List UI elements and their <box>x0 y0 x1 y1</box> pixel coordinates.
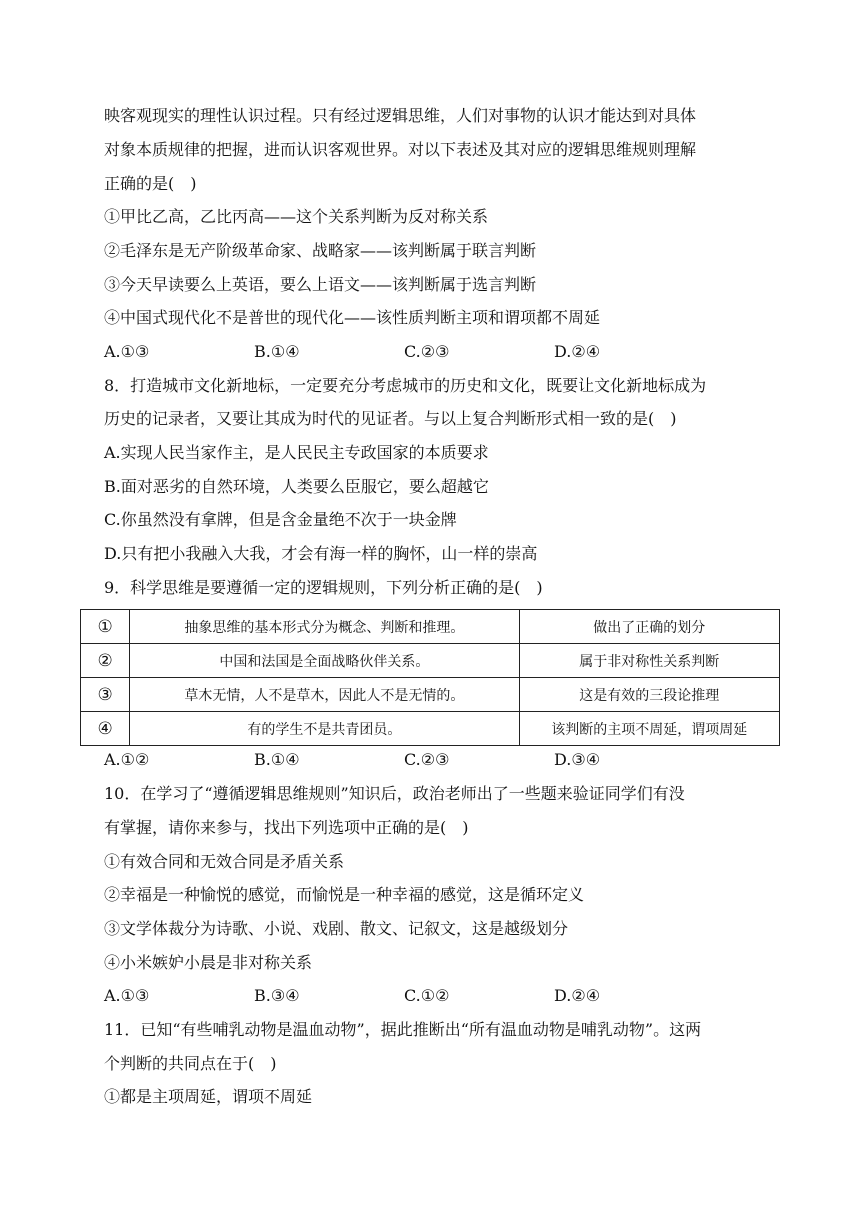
q7-option-c[interactable]: C.②③ <box>404 342 450 361</box>
q7-stem-line-3: 正确的是( ) <box>104 174 197 193</box>
q10-option-a[interactable]: A.①③ <box>104 986 150 1005</box>
q9-option-c[interactable]: C.②③ <box>404 750 450 769</box>
q9-option-a[interactable]: A.①② <box>104 750 150 769</box>
q7-option-d[interactable]: D.②④ <box>554 342 601 361</box>
row-statement: 草木无情，人不是草木，因此人不是无情的。 <box>130 678 519 712</box>
q10-stem-line-2: 有掌握，请你来参与，找出下列选项中正确的是( ) <box>104 818 469 837</box>
q7-option-a[interactable]: A.①③ <box>104 342 150 361</box>
q8-option-d[interactable]: D.只有把小我融入大我，才会有海一样的胸怀，山一样的崇高 <box>104 544 538 563</box>
row-statement: 中国和法国是全面战略伙伴关系。 <box>130 644 519 678</box>
row-number: ③ <box>81 678 130 712</box>
q7-item-3: ③今天早读要么上英语，要么上语文——该判断属于选言判断 <box>104 275 537 294</box>
q10-item-1: ①有效合同和无效合同是矛盾关系 <box>104 852 345 871</box>
table-row <box>81 678 780 712</box>
row-statement: 有的学生不是共青团员。 <box>130 712 519 746</box>
row-analysis: 做出了正确的划分 <box>519 610 780 644</box>
q8-option-c[interactable]: C.你虽然没有拿牌，但是含金量绝不次于一块金牌 <box>104 510 457 529</box>
q9-table <box>80 609 780 746</box>
q8-option-a[interactable]: A.实现人民当家作主，是人民民主专政国家的本质要求 <box>104 443 489 462</box>
q10-item-3: ③文学体裁分为诗歌、小说、戏剧、散文、记叙文，这是越级划分 <box>104 919 569 938</box>
row-number: ② <box>81 644 130 678</box>
q7-stem-line-1: 映客观现实的理性认识过程。只有经过逻辑思维，人们对事物的认识才能达到对具体 <box>104 106 697 125</box>
row-statement: 抽象思维的基本形式分为概念、判断和推理。 <box>130 610 519 644</box>
row-analysis: 该判断的主项不周延，谓项周延 <box>519 712 780 746</box>
q10-option-b[interactable]: B.③④ <box>254 986 300 1005</box>
table-row <box>81 712 780 746</box>
row-number: ④ <box>81 712 130 746</box>
q7-item-1: ①甲比乙高，乙比丙高——这个关系判断为反对称关系 <box>104 207 489 226</box>
q11-item-1: ①都是主项周延，谓项不周延 <box>104 1087 313 1106</box>
q8-stem-line-2: 历史的记录者，又要让其成为时代的见证者。与以上复合判断形式相一致的是( ) <box>104 409 677 428</box>
q10-option-c[interactable]: C.①② <box>404 986 450 1005</box>
q9-stem: 9．科学思维是要遵循一定的逻辑规则，下列分析正确的是( ) <box>104 578 543 597</box>
q11-stem-line-2: 个判断的共同点在于( ) <box>104 1054 277 1073</box>
q8-stem-line-1: 8．打造城市文化新地标，一定要充分考虑城市的历史和文化，既要让文化新地标成为 <box>104 376 707 395</box>
q10-item-4: ④小米嫉妒小晨是非对称关系 <box>104 953 313 972</box>
q9-option-b[interactable]: B.①④ <box>254 750 300 769</box>
q7-item-2: ②毛泽东是无产阶级革命家、战略家——该判断属于联言判断 <box>104 241 537 260</box>
table-row <box>81 644 780 678</box>
q10-item-2: ②幸福是一种愉悦的感觉，而愉悦是一种幸福的感觉，这是循环定义 <box>104 885 585 904</box>
q11-stem-line-1: 11．已知“有些哺乳动物是温血动物”，据此推断出“所有温血动物是哺乳动物”。这两 <box>104 1020 702 1039</box>
row-analysis: 这是有效的三段论推理 <box>519 678 780 712</box>
row-number: ① <box>81 610 130 644</box>
q7-stem-line-2: 对象本质规律的把握，进而认识客观世界。对以下表述及其对应的逻辑思维规则理解 <box>104 140 697 159</box>
q7-item-4: ④中国式现代化不是普世的现代化——该性质判断主项和谓项都不周延 <box>104 308 601 327</box>
table-row <box>81 610 780 644</box>
q8-option-b[interactable]: B.面对恶劣的自然环境，人类要么臣服它，要么超越它 <box>104 477 489 496</box>
q10-stem-line-1: 10．在学习了“遵循逻辑思维规则”知识后，政治老师出了一些题来验证同学们有没 <box>104 784 685 803</box>
q10-option-d[interactable]: D.②④ <box>554 986 601 1005</box>
q9-option-d[interactable]: D.③④ <box>554 750 601 769</box>
q7-option-b[interactable]: B.①④ <box>254 342 300 361</box>
row-analysis: 属于非对称性关系判断 <box>519 644 780 678</box>
